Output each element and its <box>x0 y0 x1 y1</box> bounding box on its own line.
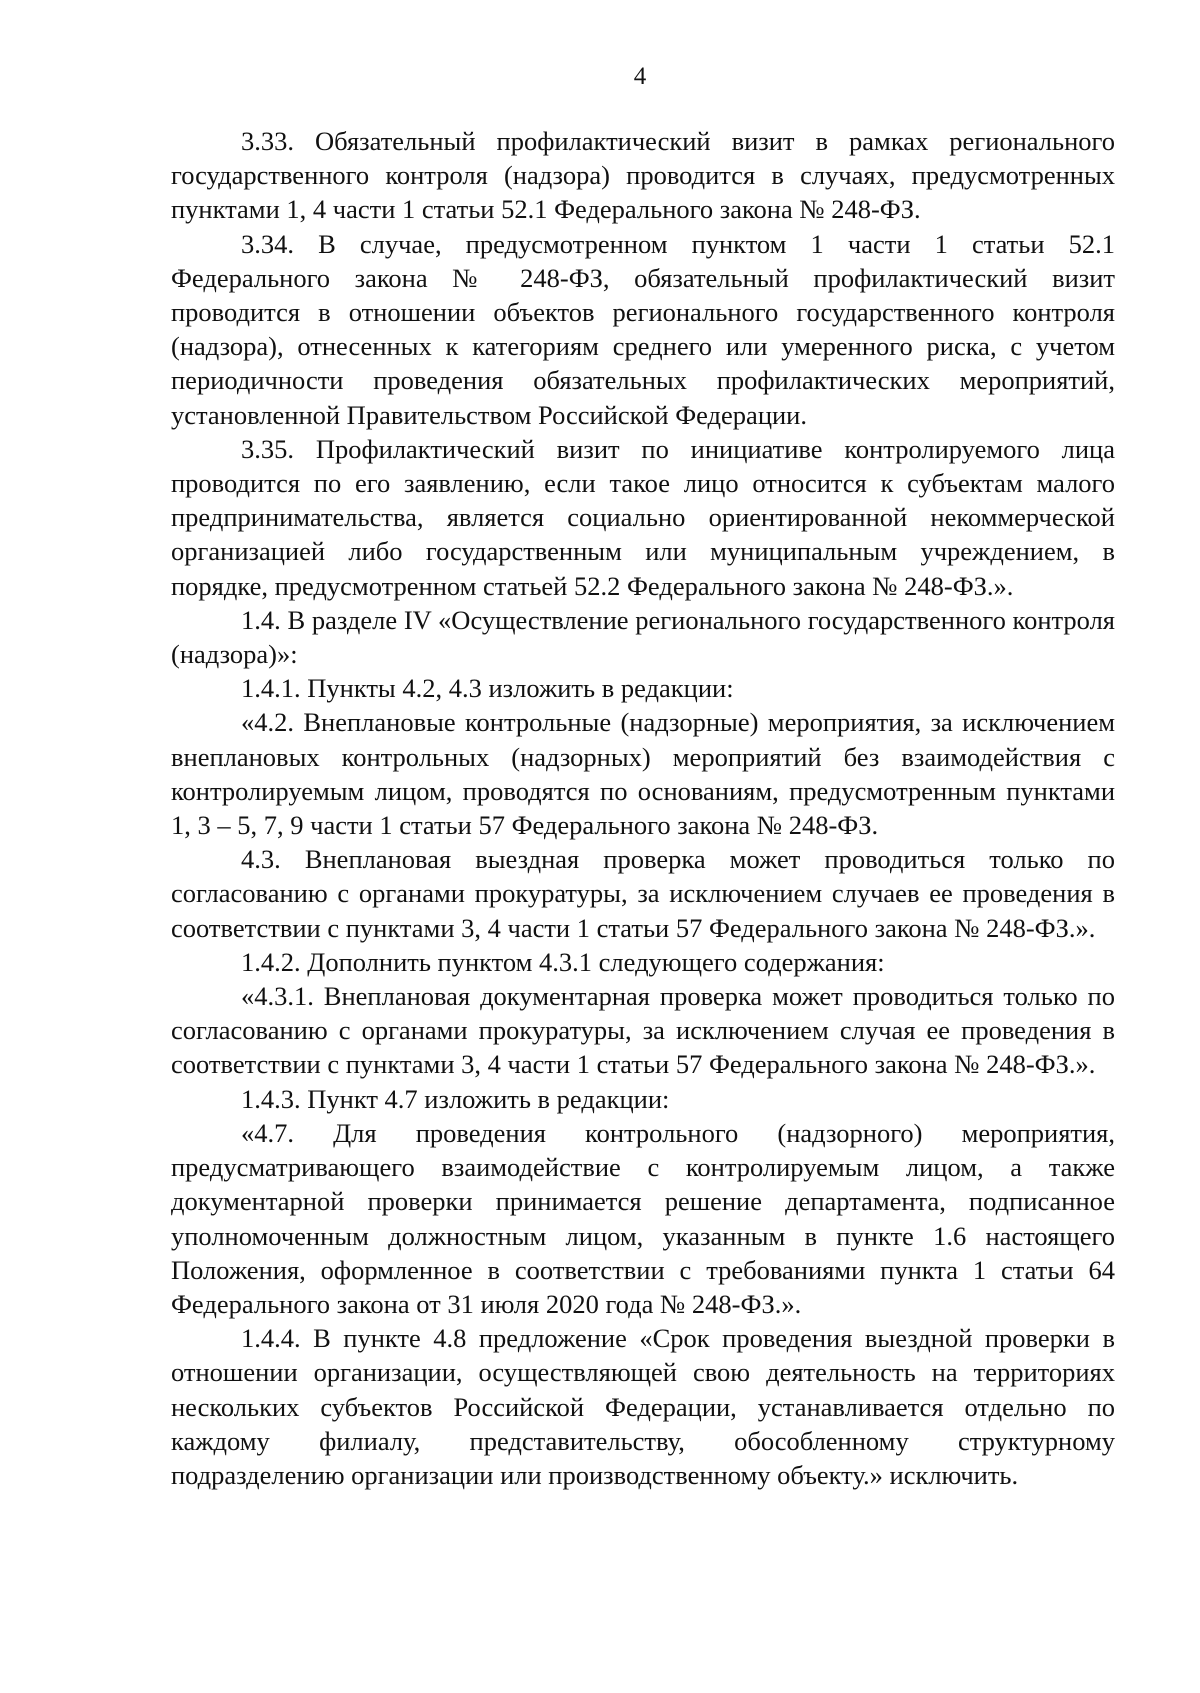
paragraph-3-33: 3.33. Обязательный профилактический визит в рамках регионального государственного контроля (надзора) проводится в случаях, предусмотренных пунктами 1, 4 части 1 статьи 52.1 Федерального закона № 248-ФЗ. <box>171 126 1115 225</box>
paragraph-4-3: 4.3. Внеплановая выездная проверка может проводиться только по согласованию с органами прокуратуры, за исключением случаев ее проведения в соответствии с пунктами 3, 4 части 1 статьи 57 Федерального закона № 248-ФЗ.». <box>171 844 1115 943</box>
paragraph-1-4-2: 1.4.2. Дополнить пунктом 4.3.1 следующего содержания: <box>241 946 885 977</box>
paragraph-1-4-4: 1.4.4. В пункте 4.8 предложение «Срок проведения выездной проверки в отношении организации, осуществляющей свою деятельность на территориях нескольких субъектов Российской Федерации, устанавливается отдельно по каждому филиалу, представительству, обособленному структурному подразделению организации или производственному объекту.» исключить. <box>171 1323 1115 1490</box>
paragraph-4-7: «4.7. Для проведения контрольного (надзорного) мероприятия, предусматривающего взаимодействие с контролируемым лицом, а также документарной проверки принимается решение департамента, подписанное уполномоченным должностным лицом, указанным в пункте 1.6 настоящего Положения, оформленное в соответствии с требованиями пункта 1 статьи 64 Федерального закона от 31 июля 2020 года № 248-ФЗ.». <box>171 1117 1115 1319</box>
paragraph-1-4-3: 1.4.3. Пункт 4.7 изложить в редакции: <box>241 1083 670 1114</box>
paragraph-3-35: 3.35. Профилактический визит по инициативе контролируемого лица проводится по его заявлению, если такое лицо относится к субъектам малого предпринимательства, является социально ориентированной некоммерческой организацией либо государственным или муниципальным учреждением, в порядке, предусмотренном статьей 52.2 Федерального закона № 248-ФЗ.». <box>171 433 1115 601</box>
page-number: 4 <box>633 63 647 90</box>
paragraph-1-4: 1.4. В разделе IV «Осуществление регионального государственного контроля (надзора)»: <box>171 604 1115 670</box>
paragraph-4-2: «4.2. Внеплановые контрольные (надзорные) мероприятия, за исключением внеплановых контрольных (надзорных) мероприятий без взаимодействия с контролируемым лицом, проводятся по основаниям, предусмотренным пунктами 1, 3 – 5, 7, 9 части 1 статьи 57 Федерального закона № 248-ФЗ. <box>171 707 1115 841</box>
document-body <box>171 124 1115 1492</box>
paragraph-4-3-1: «4.3.1. Внеплановая документарная проверка может проводиться только по согласованию с органами прокуратуры, за исключением случая ее проведения в соответствии с пунктами 3, 4 части 1 статьи 57 Федерального закона № 248-ФЗ.». <box>171 981 1115 1080</box>
paragraph-1-4-1: 1.4.1. Пункты 4.2, 4.3 изложить в редакции: <box>241 673 734 704</box>
paragraph-3-34: 3.34. В случае, предусмотренном пунктом 1 части 1 статьи 52.1 Федерального закона № 248-ФЗ, обязательный профилактический визит проводится в отношении объектов регионального государственного контроля (надзора), отнесенных к категориям среднего или умеренного риска, с учетом периодичности проведения обязательных профилактических мероприятий, установленной Правительством Российской Федерации. <box>171 228 1115 430</box>
